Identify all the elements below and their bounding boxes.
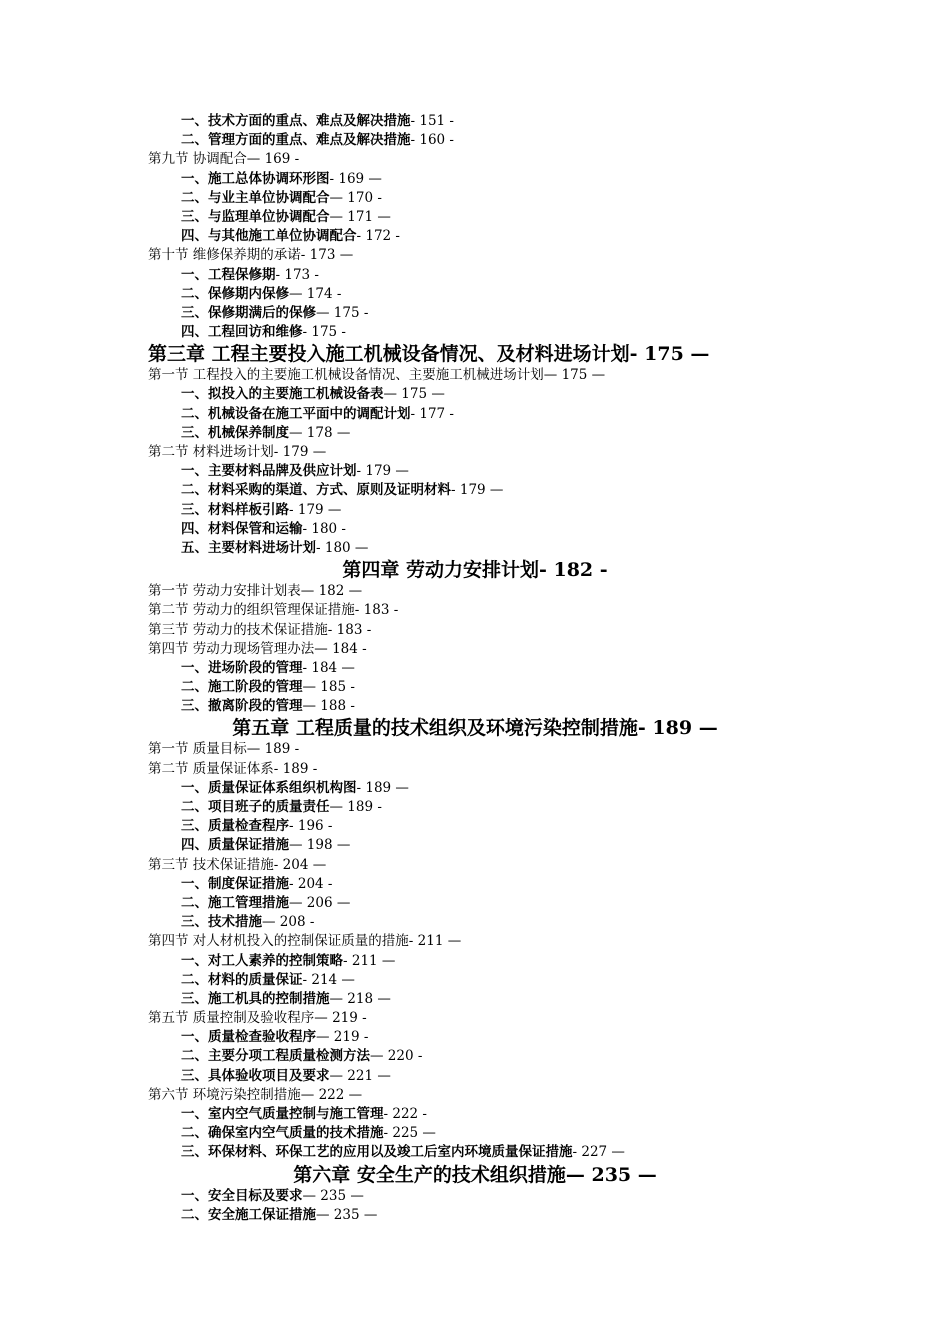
toc-section-line[interactable] xyxy=(0,640,950,659)
toc-entry-title: 二、项目班子的质量责任 xyxy=(181,799,330,815)
toc-entry-page-number: — 174 - xyxy=(289,285,342,302)
toc-entry-title: 一、技术方面的重点、难点及解决措施 xyxy=(181,113,411,129)
toc-entry-title: 第五章 工程质量的技术组织及环境污染控制措施 xyxy=(232,717,638,740)
toc-entry-page-number: - 182 - xyxy=(538,559,608,582)
toc-entry-title: 三、环保材料、环保工艺的应用以及竣工后室内环境质量保证措施 xyxy=(181,1144,573,1161)
toc-section-line[interactable] xyxy=(0,582,950,601)
toc-entry-page-number: - 184 — xyxy=(302,659,355,676)
toc-entry-title: 二、施工阶段的管理 xyxy=(181,679,303,696)
toc-item-line[interactable] xyxy=(0,520,950,539)
toc-section-line[interactable] xyxy=(0,1009,950,1028)
toc-entry-page-number: - 180 — xyxy=(316,539,369,556)
toc-chapter-line[interactable] xyxy=(0,342,950,366)
toc-section-line[interactable] xyxy=(0,1086,950,1105)
toc-entry-title: 一、质量检查验收程序 xyxy=(181,1029,316,1046)
toc-entry-title: 二、材料采购的渠道、方式、原则及证明材料 xyxy=(181,482,451,499)
toc-entry-title: 三、具体验收项目及要求 xyxy=(181,1067,330,1084)
toc-entry-page-number: - 211 — xyxy=(343,952,396,969)
toc-chapter-line[interactable] xyxy=(0,558,950,582)
toc-entry-title: 四、质量保证措施 xyxy=(181,837,289,854)
toc-item-line[interactable] xyxy=(0,779,950,798)
toc-entry-title: 一、拟投入的主要施工机械设备表 xyxy=(181,386,384,403)
toc-item-line[interactable] xyxy=(0,798,950,817)
toc-section-line[interactable] xyxy=(0,760,950,779)
toc-entry-title: 第一节 质量目标 xyxy=(148,741,247,758)
toc-entry-page-number: — 221 — xyxy=(329,1067,391,1084)
toc-section-line[interactable] xyxy=(0,443,950,462)
toc-entry-title: 二、主要分项工程质量检测方法 xyxy=(181,1048,370,1065)
toc-entry-title: 第一节 劳动力安排计划表 xyxy=(148,583,301,600)
toc-section-line[interactable] xyxy=(0,621,950,640)
toc-entry-title: 二、材料的质量保证 xyxy=(181,971,303,988)
toc-entry-page-number: - 179 — xyxy=(289,501,342,518)
toc-entry-page-number: - 214 — xyxy=(302,971,355,988)
toc-entry-page-number: — 218 — xyxy=(329,990,391,1007)
toc-item-line[interactable] xyxy=(0,424,950,443)
toc-entry-page-number: - 196 - xyxy=(289,818,333,835)
toc-entry-page-number: - 189 - xyxy=(273,760,318,777)
toc-entry-page-number: — 208 - xyxy=(262,914,315,931)
toc-item-line[interactable] xyxy=(0,971,950,990)
toc-entry-title: 三、机械保养制度 xyxy=(181,424,289,441)
toc-item-line[interactable] xyxy=(0,462,950,481)
toc-entry-title: 第四节 对人材机投入的控制保证质量的措施 xyxy=(148,933,409,950)
toc-item-line[interactable] xyxy=(0,678,950,697)
toc-item-line[interactable] xyxy=(0,659,950,678)
toc-section-line[interactable] xyxy=(0,601,950,620)
toc-entry-page-number: - 175 — xyxy=(629,343,710,366)
toc-item-line[interactable] xyxy=(0,112,950,131)
toc-entry-page-number: — 175 - xyxy=(316,304,369,321)
toc-entry-page-number: - 169 — xyxy=(329,170,382,187)
toc-entry-title: 一、制度保证措施 xyxy=(181,875,289,892)
toc-entry-title: 第二节 劳动力的组织管理保证措施 xyxy=(148,602,355,619)
toc-entry-title: 二、安全施工保证措施 xyxy=(181,1206,316,1223)
toc-entry-page-number: - 189 — xyxy=(356,779,409,796)
toc-entry-page-number: - 177 - xyxy=(410,405,454,422)
toc-item-line[interactable] xyxy=(0,894,950,913)
toc-entry-title: 一、对工人素养的控制策略 xyxy=(181,952,343,969)
toc-item-line[interactable] xyxy=(0,539,950,558)
toc-entry-page-number: — 188 - xyxy=(302,698,355,715)
toc-item-line[interactable] xyxy=(0,1105,950,1124)
toc-entry-page-number: - 179 — xyxy=(273,444,327,460)
toc-item-line[interactable] xyxy=(0,697,950,716)
toc-entry-page-number: — 189 - xyxy=(329,799,382,815)
toc-item-line[interactable] xyxy=(0,189,950,208)
toc-item-line[interactable] xyxy=(0,817,950,836)
toc-entry-title: 一、施工总体协调环形图 xyxy=(181,170,330,187)
toc-entry-title: 第二节 质量保证体系 xyxy=(148,760,274,777)
toc-entry-title: 第一节 工程投入的主要施工机械设备情况、主要施工机械进场计划 xyxy=(148,367,544,384)
toc-entry-page-number: — 182 — xyxy=(300,583,363,600)
toc-entry-title: 第九节 协调配合 xyxy=(148,151,247,168)
toc-entry-page-number: - 172 - xyxy=(356,228,400,245)
toc-item-line[interactable] xyxy=(0,285,950,304)
toc-entry-page-number: - 173 - xyxy=(275,266,319,283)
toc-entry-page-number: - 180 - xyxy=(302,520,346,537)
toc-item-line[interactable] xyxy=(0,1047,950,1066)
toc-item-line[interactable] xyxy=(0,1124,950,1143)
toc-entry-page-number: — 206 — xyxy=(289,894,351,911)
toc-entry-title: 一、安全目标及要求 xyxy=(181,1187,303,1204)
toc-entry-page-number: — 198 — xyxy=(289,837,351,854)
toc-item-line[interactable] xyxy=(0,227,950,246)
toc-entry-page-number: - 183 - xyxy=(354,602,399,619)
toc-entry-title: 二、与业主单位协调配合 xyxy=(181,189,330,206)
toc-entry-page-number: — 171 — xyxy=(329,208,391,225)
toc-item-line[interactable] xyxy=(0,323,950,342)
toc-entry-page-number: - 183 - xyxy=(327,621,372,638)
toc-entry-page-number: - 179 — xyxy=(451,482,504,499)
toc-entry-page-number: — 219 - xyxy=(314,1010,367,1027)
toc-entry-title: 第五节 质量控制及验收程序 xyxy=(148,1010,315,1027)
toc-entry-title: 二、管理方面的重点、难点及解决措施 xyxy=(181,132,411,149)
toc-entry-title: 三、质量检查程序 xyxy=(181,818,289,835)
toc-entry-page-number: - 189 — xyxy=(637,717,718,740)
toc-entry-page-number: — 178 — xyxy=(289,424,351,441)
toc-item-line[interactable] xyxy=(0,405,950,424)
toc-item-line[interactable] xyxy=(0,1028,950,1047)
toc-entry-title: 一、质量保证体系组织机构图 xyxy=(181,779,357,796)
toc-item-line[interactable] xyxy=(0,952,950,971)
toc-entry-title: 二、确保室内空气质量的技术措施 xyxy=(181,1125,384,1142)
toc-entry-title: 二、保修期内保修 xyxy=(181,285,289,302)
toc-entry-page-number: — 185 - xyxy=(302,679,355,696)
toc-entry-title: 三、撤离阶段的管理 xyxy=(181,698,303,715)
toc-entry-page-number: — 222 — xyxy=(300,1086,363,1103)
toc-entry-page-number: — 170 - xyxy=(329,189,382,206)
toc-item-line[interactable] xyxy=(0,875,950,894)
toc-entry-page-number: - 211 — xyxy=(408,933,462,950)
toc-entry-page-number: - 204 - xyxy=(289,875,333,892)
toc-entry-title: 一、进场阶段的管理 xyxy=(181,659,303,676)
toc-item-line[interactable] xyxy=(0,481,950,500)
toc-entry-title: 四、工程回访和维修 xyxy=(181,324,303,341)
toc-section-line[interactable] xyxy=(0,246,950,265)
toc-item-line[interactable] xyxy=(0,501,950,520)
toc-entry-title: 五、主要材料进场计划 xyxy=(181,539,316,556)
table-of-contents xyxy=(0,112,950,1225)
toc-item-line[interactable] xyxy=(0,1143,950,1162)
toc-entry-title: 三、保修期满后的保修 xyxy=(181,304,316,321)
toc-entry-title: 一、主要材料品牌及供应计划 xyxy=(181,463,357,480)
toc-entry-page-number: - 160 - xyxy=(410,132,454,149)
toc-entry-title: 第四章 劳动力安排计划 xyxy=(342,559,539,582)
toc-item-line[interactable] xyxy=(0,913,950,932)
toc-entry-title: 第四节 劳动力现场管理办法 xyxy=(148,640,315,657)
toc-entry-title: 二、施工管理措施 xyxy=(181,894,289,911)
toc-entry-page-number: - 179 — xyxy=(356,463,409,480)
toc-entry-page-number: — 235 — xyxy=(316,1206,378,1223)
toc-entry-title: 第三章 工程主要投入施工机械设备情况、及材料进场计划 xyxy=(148,343,630,366)
toc-item-line[interactable] xyxy=(0,208,950,227)
toc-entry-page-number: - 225 — xyxy=(383,1125,436,1142)
toc-item-line[interactable] xyxy=(0,170,950,189)
toc-entry-title: 一、室内空气质量控制与施工管理 xyxy=(181,1106,384,1122)
toc-item-line[interactable] xyxy=(0,1067,950,1086)
toc-item-line[interactable] xyxy=(0,836,950,855)
toc-entry-page-number: - 227 — xyxy=(572,1144,625,1161)
toc-entry-page-number: — 175 — xyxy=(383,386,445,403)
toc-entry-title: 三、施工机具的控制措施 xyxy=(181,990,330,1007)
toc-entry-title: 三、材料样板引路 xyxy=(181,501,289,518)
toc-chapter-line[interactable] xyxy=(0,716,950,740)
toc-entry-page-number: - 222 - xyxy=(383,1106,427,1122)
toc-item-line[interactable] xyxy=(0,990,950,1009)
toc-entry-page-number: — 175 — xyxy=(543,367,606,384)
toc-section-line[interactable] xyxy=(0,856,950,875)
toc-entry-page-number: — 189 - xyxy=(246,741,300,758)
toc-item-line[interactable] xyxy=(0,1206,950,1225)
toc-entry-page-number: - 204 — xyxy=(273,856,327,873)
toc-entry-title: 第二节 材料进场计划 xyxy=(148,444,274,460)
toc-entry-page-number: — 169 - xyxy=(246,151,300,168)
toc-entry-title: 三、技术措施 xyxy=(181,914,262,931)
toc-entry-title: 第十节 维修保养期的承诺 xyxy=(148,247,301,264)
toc-entry-title: 第六节 环境污染控制措施 xyxy=(148,1086,301,1103)
toc-entry-title: 第三节 技术保证措施 xyxy=(148,856,274,873)
toc-entry-title: 第六章 安全生产的技术组织措施 xyxy=(293,1163,566,1186)
toc-entry-title: 二、机械设备在施工平面中的调配计划 xyxy=(181,405,411,422)
toc-entry-page-number: - 175 - xyxy=(302,324,346,341)
toc-chapter-line[interactable] xyxy=(0,1163,950,1187)
toc-entry-page-number: — 220 - xyxy=(370,1048,423,1065)
toc-entry-page-number: — 235 — xyxy=(302,1187,364,1204)
toc-entry-page-number: - 151 - xyxy=(410,113,454,129)
toc-section-line[interactable] xyxy=(0,150,950,169)
toc-entry-page-number: — 184 - xyxy=(314,640,367,657)
toc-section-line[interactable] xyxy=(0,932,950,951)
toc-item-line[interactable] xyxy=(0,385,950,404)
toc-item-line[interactable] xyxy=(0,1187,950,1206)
toc-entry-title: 四、材料保管和运输 xyxy=(181,520,303,537)
toc-entry-title: 一、工程保修期 xyxy=(181,266,276,283)
toc-item-line[interactable] xyxy=(0,304,950,323)
toc-entry-title: 第三节 劳动力的技术保证措施 xyxy=(148,621,328,638)
toc-section-line[interactable] xyxy=(0,366,950,385)
toc-item-line[interactable] xyxy=(0,266,950,285)
toc-section-line[interactable] xyxy=(0,740,950,759)
toc-entry-title: 四、与其他施工单位协调配合 xyxy=(181,228,357,245)
toc-entry-page-number: — 235 — xyxy=(565,1163,657,1186)
toc-entry-page-number: - 173 — xyxy=(300,247,354,264)
toc-entry-title: 三、与监理单位协调配合 xyxy=(181,208,330,225)
toc-item-line[interactable] xyxy=(0,131,950,150)
toc-entry-page-number: — 219 - xyxy=(316,1029,369,1046)
